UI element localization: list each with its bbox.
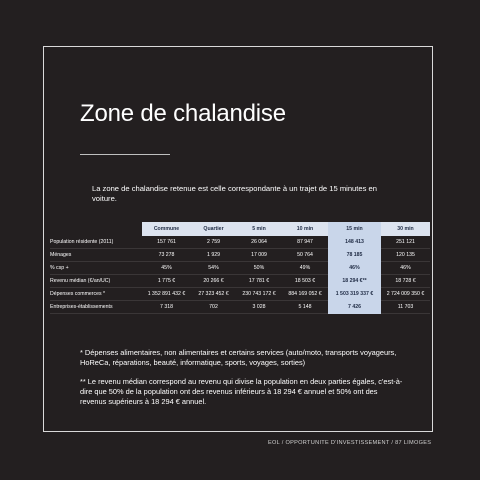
row-label: Revenu médian (€/an/UC) [50, 275, 142, 288]
table-cell: 54% [191, 262, 236, 275]
table-cell: 884 169 052 € [282, 288, 328, 301]
table-row [50, 288, 430, 301]
page-footer: EOL / OPPORTUNITE D'INVESTISSEMENT / 87 LIMOGES [268, 440, 432, 446]
table-cell: 148 413 [328, 236, 381, 249]
column-header: Commune [142, 222, 191, 236]
table-cell: 157 761 [142, 236, 191, 249]
table-cell: 17 781 € [236, 275, 282, 288]
table-cell: 120 135 [381, 249, 430, 262]
footnote-1: * Dépenses alimentaires, non alimentaires et certains services (auto/moto, transports voyageurs, HoReCa, réparations, beauté, informatique, sports, voyages, sorties) [80, 348, 397, 367]
table-cell: 230 743 172 € [236, 288, 282, 301]
table-cell: 45% [142, 262, 191, 275]
table-cell: 73 278 [142, 249, 191, 262]
column-header: 5 min [236, 222, 282, 236]
table-cell: 26 064 [236, 236, 282, 249]
intro-text: La zone de chalandise retenue est celle correspondante à un trajet de 15 minutes en voiture. [92, 184, 377, 203]
table-cell: 11 703 [381, 301, 430, 314]
table-cell: 2 724 009 350 € [381, 288, 430, 301]
table-cell: 46% [381, 262, 430, 275]
column-header: 15 min [328, 222, 381, 236]
column-header: Quartier [191, 222, 236, 236]
row-label: Ménages [50, 249, 142, 262]
title-divider [80, 154, 170, 155]
table-cell: 1 929 [191, 249, 236, 262]
table-cell: 5 148 [282, 301, 328, 314]
row-label: Population résidente (2011) [50, 236, 142, 249]
table-header-row [50, 222, 430, 236]
table-cell: 50 764 [282, 249, 328, 262]
table-body [50, 236, 430, 314]
table-row [50, 275, 430, 288]
catchment-table [50, 222, 430, 314]
table-cell: 251 121 [381, 236, 430, 249]
table-row [50, 262, 430, 275]
column-header: 30 min [381, 222, 430, 236]
table-row [50, 236, 430, 249]
table-cell: 27 323 452 € [191, 288, 236, 301]
table-cell: 7 426 [328, 301, 381, 314]
table-cell: 1 352 891 432 € [142, 288, 191, 301]
table-cell: 50% [236, 262, 282, 275]
table-row [50, 301, 430, 314]
footnotes [80, 348, 405, 416]
table-cell: 18 728 € [381, 275, 430, 288]
table-cell: 49% [282, 262, 328, 275]
table-cell: 18 503 € [282, 275, 328, 288]
table-cell: 7 318 [142, 301, 191, 314]
table-cell: 1 775 € [142, 275, 191, 288]
table-cell: 2 759 [191, 236, 236, 249]
table-row [50, 249, 430, 262]
table-cell: 702 [191, 301, 236, 314]
footnote-2: ** Le revenu médian correspond au revenu qui divise la population en deux parties égales, c'est-à-dire que 50% de la population ont des revenus inférieurs à 18 294 € annuel et 50% ont des revenus supérieurs à 18 294 € annuel. [80, 377, 403, 406]
table-cell: 78 185 [328, 249, 381, 262]
table-cell: 1 503 319 337 € [328, 288, 381, 301]
header-blank-cell [50, 222, 142, 236]
row-label: Dépenses commerces * [50, 288, 142, 301]
column-header: 10 min [282, 222, 328, 236]
table-cell: 20 266 € [191, 275, 236, 288]
table-cell: 17 009 [236, 249, 282, 262]
row-label: % csp + [50, 262, 142, 275]
table-cell: 18 294 €** [328, 275, 381, 288]
table-cell: 87 947 [282, 236, 328, 249]
catchment-table-wrapper [50, 222, 430, 314]
page-title: Zone de chalandise [80, 100, 286, 127]
table-cell: 46% [328, 262, 381, 275]
table-cell: 3 028 [236, 301, 282, 314]
row-label: Entreprises-établissements [50, 301, 142, 314]
